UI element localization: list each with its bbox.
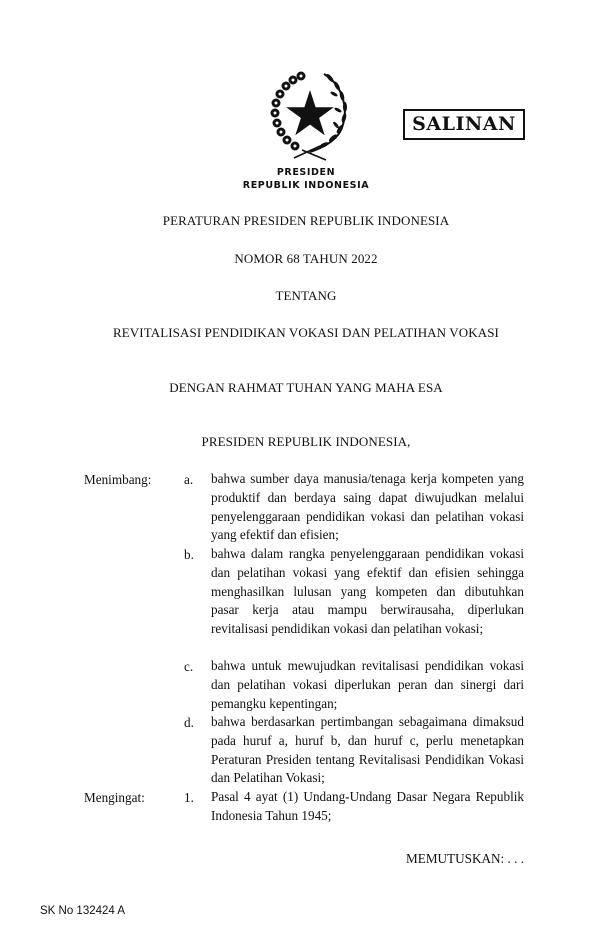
- sk-number: SK No 132424 A: [40, 905, 126, 917]
- salinan-stamp: [403, 109, 525, 140]
- menimbang-item-d: bahwa berdasarkan pertimbangan sebagaimana dimaksud pada huruf a, huruf b, dan huruf c, perlu menetapkan Peraturan Presiden tentang Revitalisasi Pendidikan Vokasi dan Pelatihan Vokasi;: [211, 714, 524, 786]
- menimbang-item-c: bahwa untuk mewujudkan revitalisasi pendidikan vokasi dan pelatihan vokasi diperlukan peran dan sinergi dari pemangku kepentingan;: [211, 658, 524, 711]
- invocation: DENGAN RAHMAT TUHAN YANG MAHA ESA: [169, 380, 443, 395]
- tentang-heading: TENTANG: [275, 288, 337, 303]
- regulation-number: NOMOR 68 TAHUN 2022: [234, 251, 378, 266]
- mengingat-label: Mengingat:: [84, 790, 145, 805]
- continuation-marker: MEMUTUSKAN: . . .: [406, 851, 524, 866]
- regulation-title: PERATURAN PRESIDEN REPUBLIK INDONESIA: [162, 213, 450, 228]
- menimbang-label: Menimbang:: [84, 472, 152, 487]
- menimbang-item-a: bahwa sumber daya manusia/tenaga kerja kompeten yang produktif dan berdaya saing dapat diwujudkan melalui penyelenggaraan pendidikan vokasi dan pelatihan vokasi yang efektif dan efisien;: [211, 471, 524, 543]
- mengingat-item-1: Pasal 4 ayat (1) Undang-Undang Dasar Negara Republik Indonesia Tahun 1945;: [211, 789, 524, 823]
- item-marker-c: c.: [184, 659, 194, 674]
- garuda-star-emblem-icon: [264, 70, 354, 162]
- issuer: PRESIDEN REPUBLIK INDONESIA,: [201, 434, 411, 449]
- office-title-republik: REPUBLIK INDONESIA: [242, 180, 370, 191]
- salinan-label: SALINAN: [412, 113, 516, 135]
- item-marker-1: 1.: [184, 790, 194, 805]
- menimbang-item-b: bahwa dalam rangka penyelenggaraan pendidikan vokasi dan pelatihan vokasi yang efektif dan efisien sehingga menghasilkan lulusan yang kompeten dan dibutuhkan pasar kerja atau mampu berwirausaha, diperlukan revitalisasi pendidikan vokasi dan pelatihan vokasi;: [211, 546, 524, 637]
- office-title-presiden: PRESIDEN: [276, 167, 336, 178]
- item-marker-a: a.: [184, 472, 194, 487]
- item-marker-b: b.: [184, 547, 194, 562]
- item-marker-d: d.: [184, 715, 194, 730]
- regulation-subject: REVITALISASI PENDIDIKAN VOKASI DAN PELATIHAN VOKASI: [113, 325, 499, 340]
